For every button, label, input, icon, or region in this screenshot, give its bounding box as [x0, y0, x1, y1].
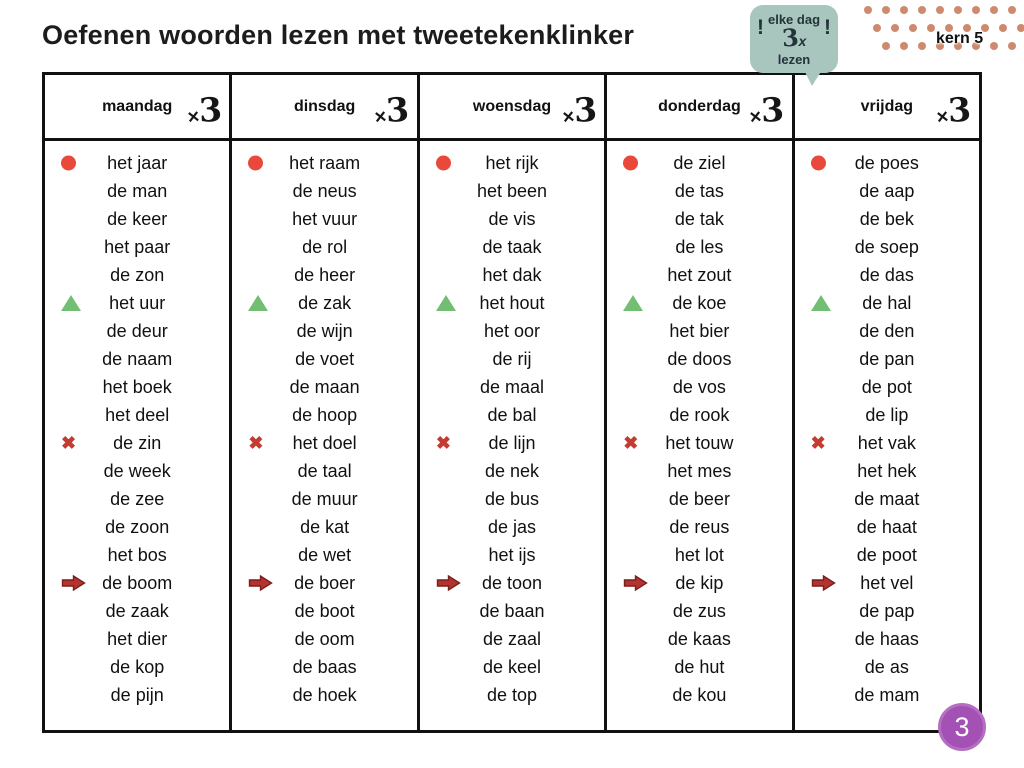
- word: de aap: [859, 180, 915, 201]
- word-row: [795, 317, 979, 345]
- word-row: [607, 513, 791, 541]
- word-row: [45, 681, 229, 709]
- word: de week: [103, 460, 171, 481]
- multiply-icon: ×: [748, 105, 763, 129]
- word-list: [607, 141, 791, 730]
- word-row: [45, 401, 229, 429]
- word-row: [420, 233, 604, 261]
- word-row: [45, 513, 229, 541]
- word: de bek: [859, 208, 914, 229]
- word: de les: [675, 236, 724, 257]
- word: de den: [859, 320, 915, 341]
- word-row: [420, 541, 604, 569]
- dot-icon: [1008, 42, 1016, 50]
- dot-icon: [900, 6, 908, 14]
- day-column-header: [232, 75, 416, 141]
- word: de as: [864, 656, 909, 677]
- word-row: [607, 317, 791, 345]
- day-column-header: [420, 75, 604, 141]
- day-column: [420, 75, 607, 730]
- speech-bubble-content: [750, 5, 838, 73]
- word-row: [45, 597, 229, 625]
- word: de kaas: [667, 628, 731, 649]
- page-number-badge: [938, 703, 986, 751]
- word-row: [607, 401, 791, 429]
- word-row: [232, 317, 416, 345]
- day-column-header: [45, 75, 229, 141]
- dot-icon: [1008, 6, 1016, 14]
- word: de zoon: [105, 516, 170, 537]
- word: de oom: [294, 628, 355, 649]
- word-row: [607, 261, 791, 289]
- word-row: [607, 289, 791, 317]
- word-row: [795, 597, 979, 625]
- word: de poes: [854, 152, 919, 173]
- word: het dier: [107, 628, 168, 649]
- word-row: [420, 429, 604, 457]
- word-row: [795, 205, 979, 233]
- word: de pan: [859, 348, 915, 369]
- word: het uur: [109, 292, 166, 313]
- word-row: [420, 457, 604, 485]
- word: het bier: [669, 320, 730, 341]
- word-row: [45, 653, 229, 681]
- word: de keel: [482, 656, 542, 677]
- word: de rook: [669, 404, 730, 425]
- word-row: [795, 289, 979, 317]
- word-row: [45, 457, 229, 485]
- day-column-header: [795, 75, 979, 141]
- word-row: [607, 569, 791, 597]
- word: de beer: [668, 488, 730, 509]
- word-row: [232, 149, 416, 177]
- exclamation-icon: !: [824, 16, 831, 39]
- word: de haas: [854, 628, 919, 649]
- word-row: [420, 597, 604, 625]
- word: het vuur: [292, 208, 358, 229]
- dot-icon: [891, 24, 899, 32]
- word-row: [607, 541, 791, 569]
- word-row: [607, 205, 791, 233]
- times-3-mark: ×3: [748, 89, 785, 130]
- dot-icon: [972, 6, 980, 14]
- word-row: [795, 541, 979, 569]
- word-row: [45, 429, 229, 457]
- word-row: [607, 681, 791, 709]
- word-list: [232, 141, 416, 730]
- word-row: [607, 653, 791, 681]
- arrow-icon: [436, 575, 461, 592]
- word: de maal: [479, 376, 545, 397]
- word-row: [607, 457, 791, 485]
- word-row: [232, 653, 416, 681]
- word: de hoek: [292, 684, 357, 705]
- word-row: [232, 345, 416, 373]
- word: het hout: [479, 292, 545, 313]
- word: de man: [107, 180, 168, 201]
- word-row: [795, 513, 979, 541]
- word: de naam: [102, 348, 173, 369]
- circle-icon: [811, 156, 826, 171]
- word: het jaar: [107, 152, 168, 173]
- word-row: [45, 317, 229, 345]
- word-row: [420, 653, 604, 681]
- circle-icon: [436, 156, 451, 171]
- exclamation-icon: !: [757, 16, 764, 39]
- multiply-icon: ×: [186, 105, 201, 129]
- word: de boer: [294, 572, 356, 593]
- bubble-line-elke-dag: elke dag: [767, 12, 821, 27]
- dot-icon: [927, 24, 935, 32]
- dot-icon: [990, 6, 998, 14]
- word-row: [232, 429, 416, 457]
- dot-icon: [954, 6, 962, 14]
- triangle-icon: [436, 295, 456, 311]
- word-row: [420, 177, 604, 205]
- word: het vak: [857, 432, 916, 453]
- word: het ijs: [488, 544, 536, 565]
- day-column: [607, 75, 794, 730]
- word: de vis: [488, 208, 536, 229]
- word: de das: [859, 264, 914, 285]
- arrow-icon: [61, 575, 86, 592]
- day-label: vrijdag: [860, 97, 914, 115]
- word: de mam: [854, 684, 920, 705]
- multiply-icon: ×: [373, 105, 388, 129]
- word: de vos: [672, 376, 726, 397]
- word: de zaal: [482, 628, 542, 649]
- word: het dak: [482, 264, 542, 285]
- day-column: [45, 75, 232, 730]
- word-row: [420, 373, 604, 401]
- word-table: [42, 72, 982, 733]
- dot-icon: [882, 42, 890, 50]
- word-row: [607, 345, 791, 373]
- word: de pap: [859, 600, 915, 621]
- word-row: [45, 205, 229, 233]
- word-row: [45, 233, 229, 261]
- word: het hek: [857, 460, 917, 481]
- word-row: [607, 177, 791, 205]
- circle-icon: [61, 156, 76, 171]
- cross-icon: ✖: [61, 433, 77, 453]
- word: de soep: [854, 236, 919, 257]
- word: het vel: [860, 572, 914, 593]
- word: de pijn: [110, 684, 164, 705]
- word: het boek: [102, 376, 172, 397]
- arrow-icon: [623, 575, 648, 592]
- word-row: [795, 485, 979, 513]
- word-row: [795, 625, 979, 653]
- word-row: [232, 541, 416, 569]
- word: de zaak: [105, 600, 169, 621]
- page-number: 3: [954, 711, 970, 742]
- word-row: [795, 401, 979, 429]
- word-row: [795, 653, 979, 681]
- word: de rol: [302, 236, 348, 257]
- word: het lot: [674, 544, 724, 565]
- word: de hut: [674, 656, 725, 677]
- word-row: [795, 569, 979, 597]
- word-row: [420, 261, 604, 289]
- word: de top: [486, 684, 538, 705]
- word-row: [795, 429, 979, 457]
- word-row: [232, 513, 416, 541]
- word: de ziel: [673, 152, 726, 173]
- bubble-count: 3: [780, 22, 800, 53]
- word-row: [232, 177, 416, 205]
- word-row: [607, 597, 791, 625]
- arrow-icon: [248, 575, 273, 592]
- dot-icon: [900, 42, 908, 50]
- word-row: [420, 401, 604, 429]
- word: de koe: [672, 292, 727, 313]
- word: de wet: [298, 544, 352, 565]
- word-row: [607, 373, 791, 401]
- day-column: [232, 75, 419, 730]
- circle-icon: [623, 156, 638, 171]
- word-list: [795, 141, 979, 730]
- word: de keer: [107, 208, 168, 229]
- word: de lijn: [488, 432, 536, 453]
- word-row: [420, 485, 604, 513]
- word-row: [420, 149, 604, 177]
- word: de rij: [492, 348, 532, 369]
- word-row: [45, 541, 229, 569]
- word: de kou: [672, 684, 727, 705]
- word-row: [232, 401, 416, 429]
- word-row: [795, 177, 979, 205]
- word-row: [607, 429, 791, 457]
- dot-icon: [918, 6, 926, 14]
- word-row: [795, 345, 979, 373]
- word-list: [420, 141, 604, 730]
- word: de neus: [292, 180, 357, 201]
- word: het zout: [667, 264, 732, 285]
- word: de taak: [482, 236, 542, 257]
- word: de baas: [292, 656, 357, 677]
- word: de zee: [110, 488, 165, 509]
- word-row: [420, 205, 604, 233]
- read-3x-speech-bubble: [750, 5, 838, 73]
- word: de hoop: [292, 404, 358, 425]
- word: de kat: [300, 516, 350, 537]
- word: het been: [476, 180, 548, 201]
- word-row: [45, 345, 229, 373]
- word: de zon: [110, 264, 165, 285]
- word: de voet: [295, 348, 355, 369]
- word: het raam: [289, 152, 361, 173]
- word-row: [45, 149, 229, 177]
- cross-icon: ✖: [623, 433, 639, 453]
- times-3-mark: ×3: [561, 89, 598, 130]
- word: de boom: [102, 572, 173, 593]
- word-row: [232, 457, 416, 485]
- word: het oor: [483, 320, 541, 341]
- word-row: [420, 569, 604, 597]
- word-row: [45, 569, 229, 597]
- word-row: [607, 485, 791, 513]
- word: het rijk: [485, 152, 539, 173]
- word-row: [795, 233, 979, 261]
- word: het touw: [665, 432, 734, 453]
- triangle-icon: [623, 295, 643, 311]
- dot-icon: [909, 24, 917, 32]
- word-row: [232, 681, 416, 709]
- word-row: [45, 289, 229, 317]
- word: het mes: [667, 460, 732, 481]
- cross-icon: ✖: [248, 433, 264, 453]
- word-row: [232, 289, 416, 317]
- triangle-icon: [61, 295, 81, 311]
- page-title: Oefenen woorden lezen met tweetekenklinker: [42, 20, 635, 50]
- word-row: [232, 597, 416, 625]
- word-row: [232, 569, 416, 597]
- day-column-header: [607, 75, 791, 141]
- word-row: [420, 513, 604, 541]
- word: de deur: [106, 320, 168, 341]
- dot-icon: [873, 24, 881, 32]
- cross-icon: ✖: [810, 433, 826, 453]
- word-row: [232, 205, 416, 233]
- word-row: [607, 149, 791, 177]
- word-row: [420, 317, 604, 345]
- word: de bus: [484, 488, 540, 509]
- word: de pot: [861, 376, 912, 397]
- day-label: maandag: [102, 97, 173, 115]
- word-row: [607, 233, 791, 261]
- dot-icon: [936, 6, 944, 14]
- word: de tak: [674, 208, 724, 229]
- word-row: [420, 625, 604, 653]
- word: de doos: [667, 348, 732, 369]
- word-row: [420, 345, 604, 373]
- day-column: [795, 75, 979, 730]
- word: de boot: [294, 600, 355, 621]
- day-label: dinsdag: [293, 97, 356, 115]
- word: het bos: [107, 544, 167, 565]
- word: het deel: [105, 404, 170, 425]
- word-row: [420, 289, 604, 317]
- word: de bal: [487, 404, 537, 425]
- bubble-count-suffix: x: [798, 33, 807, 49]
- word: de reus: [669, 516, 730, 537]
- word-row: [45, 261, 229, 289]
- cross-icon: ✖: [435, 433, 451, 453]
- word: de zin: [113, 432, 162, 453]
- times-3-mark: ×3: [935, 89, 972, 130]
- word-row: [795, 261, 979, 289]
- triangle-icon: [811, 295, 831, 311]
- word: de toon: [481, 572, 543, 593]
- word: het doel: [292, 432, 357, 453]
- word: het paar: [104, 236, 171, 257]
- times-3-mark: ×3: [373, 89, 410, 130]
- word-row: [45, 373, 229, 401]
- word: de taal: [297, 460, 352, 481]
- word-row: [795, 457, 979, 485]
- word-row: [232, 485, 416, 513]
- dot-icon: [990, 42, 998, 50]
- word-row: [232, 261, 416, 289]
- word: de muur: [291, 488, 358, 509]
- word-row: [45, 485, 229, 513]
- word-row: [232, 373, 416, 401]
- day-label: donderdag: [658, 97, 741, 115]
- arrow-icon: [811, 575, 836, 592]
- word: de tas: [674, 180, 724, 201]
- word-row: [420, 681, 604, 709]
- word-row: [45, 177, 229, 205]
- word: de zak: [298, 292, 352, 313]
- day-label: woensdag: [472, 97, 552, 115]
- dot-icon: [864, 6, 872, 14]
- multiply-icon: ×: [561, 105, 576, 129]
- word-row: [45, 625, 229, 653]
- word: de kip: [675, 572, 724, 593]
- bubble-line-lezen: lezen: [777, 52, 811, 67]
- word: de heer: [294, 264, 356, 285]
- word: de lip: [865, 404, 909, 425]
- word: de maan: [289, 376, 360, 397]
- triangle-icon: [248, 295, 268, 311]
- word: de kop: [110, 656, 165, 677]
- multiply-icon: ×: [935, 105, 951, 129]
- word: de jas: [487, 516, 537, 537]
- word-row: [795, 373, 979, 401]
- dot-icon: [882, 6, 890, 14]
- word-row: [607, 625, 791, 653]
- word-list: [45, 141, 229, 730]
- times-3-mark: ×3: [186, 89, 223, 130]
- kern-label: kern 5: [936, 30, 984, 47]
- word: de wijn: [296, 320, 353, 341]
- word: de nek: [484, 460, 540, 481]
- circle-icon: [248, 156, 263, 171]
- dot-icon: [999, 24, 1007, 32]
- word-row: [232, 625, 416, 653]
- dot-icon: [918, 42, 926, 50]
- word: de poot: [856, 544, 917, 565]
- word: de hal: [862, 292, 912, 313]
- word: de maat: [854, 488, 920, 509]
- word-row: [795, 149, 979, 177]
- word: de baan: [479, 600, 545, 621]
- word: de haat: [856, 516, 917, 537]
- dot-icon: [1017, 24, 1024, 32]
- word-row: [232, 233, 416, 261]
- word: de zus: [672, 600, 726, 621]
